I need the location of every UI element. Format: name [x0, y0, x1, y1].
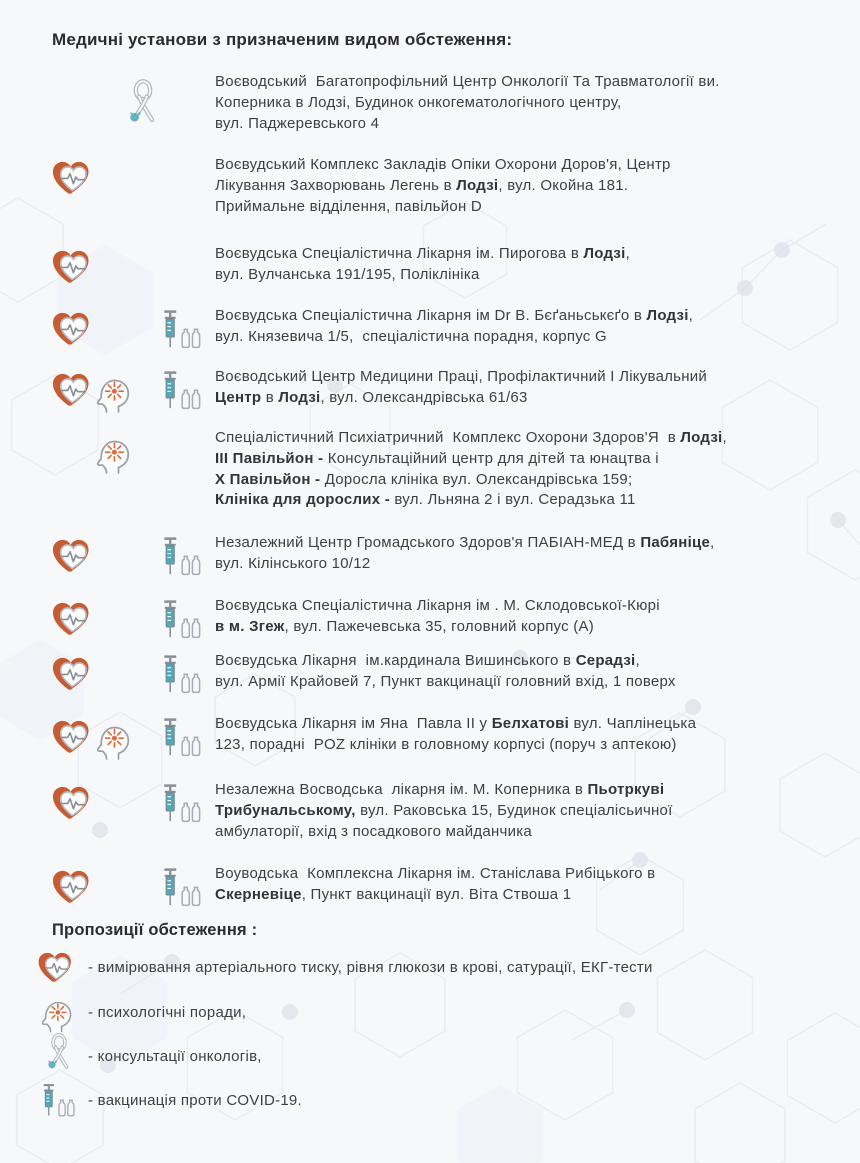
- institution-text-line: [215, 449, 727, 470]
- text-segment: Незалежний Центр Громадського Здоров'я ПАБІАН-МЕД в: [215, 534, 641, 551]
- page-title: Медичні установи з призначеним видом обстеження:: [52, 30, 513, 49]
- heart-ecg-icon: [50, 868, 92, 906]
- institution-text-line: [215, 306, 693, 327]
- text-segment: вул. Князевича 1/5, спеціалістична порадня, корпус G: [215, 327, 607, 345]
- syringe-vials-icon: [40, 1082, 76, 1118]
- text-segment: Пьотркуві: [587, 781, 665, 798]
- syringe-vials-icon: [160, 653, 202, 695]
- text-segment: ,: [710, 534, 715, 551]
- institution-text-line: [215, 885, 655, 906]
- syringe-vials-icon: [160, 866, 202, 908]
- syringe-vials-icon: [160, 782, 202, 824]
- text-segment: Воєвудська Спеціалістична Лікарня ім . М. Склодовської-Кюрі: [215, 597, 660, 614]
- institution-text-line: [215, 155, 671, 176]
- institution-text: [215, 367, 707, 409]
- psychology-icon: [95, 719, 132, 762]
- psychology-icon: [40, 995, 74, 1034]
- text-segment: Лодзі: [278, 388, 321, 406]
- text-segment: Серадзі: [575, 652, 636, 669]
- psychology-icon: [95, 372, 132, 415]
- institution-text: [215, 864, 655, 906]
- institution-text: [215, 596, 660, 638]
- syringe-vials-icon: [160, 716, 202, 758]
- institution-text-line: [215, 470, 727, 491]
- text-segment: Воєводський Багатопрофільний Центр Онкології Та Травматології ви.: [215, 73, 720, 90]
- institution-text-line: [215, 672, 676, 693]
- institution-text-line: [215, 265, 630, 286]
- institution-text-line: [215, 244, 630, 265]
- text-segment: Воєвудська Лікарня ім Яна Павла II у: [215, 715, 492, 732]
- text-segment: ,: [635, 652, 640, 669]
- institution-text: [215, 155, 671, 217]
- heart-ecg-icon: [50, 718, 92, 756]
- text-segment: Лодзі: [680, 429, 723, 446]
- institution-text-line: [215, 72, 720, 93]
- text-segment: Х Павільйон -: [215, 470, 325, 488]
- proposal-item-text: - вимірювання артеріального тиску, рівня глюкози в крові, сатурації, ЕКГ-тести: [88, 959, 653, 976]
- institution-text: [215, 306, 693, 348]
- heart-ecg-icon: [50, 159, 92, 197]
- institution-text-line: [215, 327, 693, 348]
- institution-text: [215, 72, 720, 134]
- text-segment: Лодзі: [456, 176, 499, 194]
- proposal-item-text: - психологічні поради,: [88, 1004, 247, 1021]
- text-segment: Трибунальському,: [215, 801, 356, 819]
- institution-text-line: [215, 735, 696, 756]
- proposal-item-text: - консультації онкологів,: [88, 1048, 262, 1065]
- institution-text-line: [215, 197, 671, 218]
- text-segment: Коперника в Лодзі, Будинок онкогематологічного центру,: [215, 93, 622, 111]
- text-segment: Воєвудська Лікарня ім.кардинала Вишинського в: [215, 652, 576, 669]
- heart-ecg-icon: [36, 950, 74, 985]
- institution-text-line: [215, 617, 660, 638]
- institution-text-line: [215, 801, 673, 822]
- text-segment: Доросла клініка вул. Олександрівська 159;: [324, 470, 633, 488]
- text-segment: вул. Раковська 15, Будинок спеціалісьичної: [355, 801, 673, 819]
- heart-ecg-icon: [50, 784, 92, 822]
- institution-text-line: [215, 651, 676, 672]
- syringe-vials-icon: [160, 308, 202, 350]
- institution-text-line: [215, 490, 727, 511]
- text-segment: Скерневіце: [215, 885, 302, 903]
- text-segment: Воєвудський Комплекс Закладів Опіки Охорони Доров'я, Центр: [215, 156, 671, 173]
- oncology-ribbon-icon: [44, 1033, 74, 1072]
- text-segment: Воуводська Комплексна Лікарня ім. Станіслава Рибіцького в: [215, 865, 656, 882]
- syringe-vials-icon: [160, 369, 202, 411]
- institution-text-line: [215, 428, 727, 449]
- text-segment: Белхатові: [491, 715, 570, 732]
- heart-ecg-icon: [50, 310, 92, 348]
- institution-text-line: [215, 533, 714, 554]
- institution-text-line: [215, 596, 660, 617]
- text-segment: , Пункт вакцинації вул. Віта Ствоша 1: [301, 885, 572, 903]
- text-segment: Спеціалістичний Психіатричний Комплекс Охорони Здоров'Я в: [215, 429, 681, 446]
- institution-text-line: [215, 714, 696, 735]
- text-segment: ,: [722, 429, 727, 446]
- institution-text-line: [215, 114, 720, 135]
- institution-text-line: [215, 93, 720, 114]
- heart-ecg-icon: [50, 248, 92, 286]
- institution-text-line: [215, 554, 714, 575]
- text-segment: Воєвудська Спеціалістична Лікарня ім Dr В. Бєґаньськєґо в: [215, 307, 647, 324]
- institution-text-line: [215, 367, 707, 388]
- text-segment: ,: [625, 245, 630, 262]
- text-segment: ,: [688, 307, 694, 324]
- text-segment: вул. Льняна 2 і вул. Серадзька 11: [394, 491, 636, 509]
- institution-text: [215, 533, 714, 575]
- text-segment: , вул. Пажечевська 35, головний корпус (А): [284, 617, 595, 635]
- oncology-ribbon-icon: [125, 79, 161, 126]
- heart-ecg-icon: [50, 537, 92, 575]
- proposals-title: Пропозиції обстеження :: [52, 921, 258, 939]
- text-segment: Воєвудська Спеціалістична Лікарня ім. Пирогова в: [215, 245, 584, 262]
- institution-text-line: [215, 176, 671, 197]
- institution-text-line: [215, 822, 673, 843]
- institution-text: [215, 244, 630, 286]
- text-segment: вул. Армії Крайовей 7, Пункт вакцинації головний вхід, 1 поверх: [215, 672, 676, 690]
- text-segment: в м. Згеж: [215, 617, 285, 635]
- institution-text: [215, 780, 673, 842]
- heart-ecg-icon: [50, 655, 92, 693]
- text-segment: Центр: [215, 388, 262, 406]
- text-segment: вул. Чаплінецька: [569, 715, 697, 732]
- text-segment: Незалежна Восводська лікарня ім. М. Коперника в: [215, 781, 588, 798]
- institution-text: [215, 651, 676, 693]
- heart-ecg-icon: [50, 371, 92, 409]
- institution-text-line: [215, 388, 707, 409]
- text-segment: ІІІ Павільйон -: [215, 449, 328, 467]
- text-segment: Пабяніце: [640, 534, 711, 551]
- proposal-item-text: - вакцинація проти COVID-19.: [88, 1092, 302, 1109]
- text-segment: вул. Паджеревського 4: [215, 114, 380, 132]
- text-segment: вул. Вулчанська 191/195, Поліклініка: [215, 265, 480, 283]
- text-segment: амбулаторії, вхід з посадкового майданчика: [215, 822, 532, 840]
- syringe-vials-icon: [160, 535, 202, 577]
- institution-text-line: [215, 864, 655, 885]
- text-segment: 123, порадні POZ клініки в головному корпусі (поруч з аптекою): [215, 735, 677, 753]
- text-segment: Лодзі: [646, 307, 689, 324]
- text-segment: Консультаційний центр для дітей та юнацтва і: [327, 449, 659, 467]
- text-segment: , вул. Окойна 181.: [498, 176, 629, 194]
- syringe-vials-icon: [160, 598, 202, 640]
- text-segment: Лікування Захворювань Легень в: [215, 176, 457, 194]
- institution-text: [215, 428, 727, 511]
- text-segment: в: [261, 388, 279, 406]
- text-segment: Клініка для дорослих -: [215, 491, 395, 509]
- institution-text-line: [215, 780, 673, 801]
- text-segment: Воєводський Центр Медицини Праці, Профілактичний І Лікувальний: [215, 368, 708, 385]
- text-segment: Приймальне відділення, павільйон D: [215, 197, 482, 215]
- text-segment: вул. Кілінського 10/12: [215, 554, 371, 572]
- text-segment: , вул. Олександрівська 61/63: [320, 388, 528, 406]
- institution-text: [215, 714, 696, 756]
- heart-ecg-icon: [50, 600, 92, 638]
- psychology-icon: [95, 433, 132, 476]
- text-segment: Лодзі: [583, 245, 626, 262]
